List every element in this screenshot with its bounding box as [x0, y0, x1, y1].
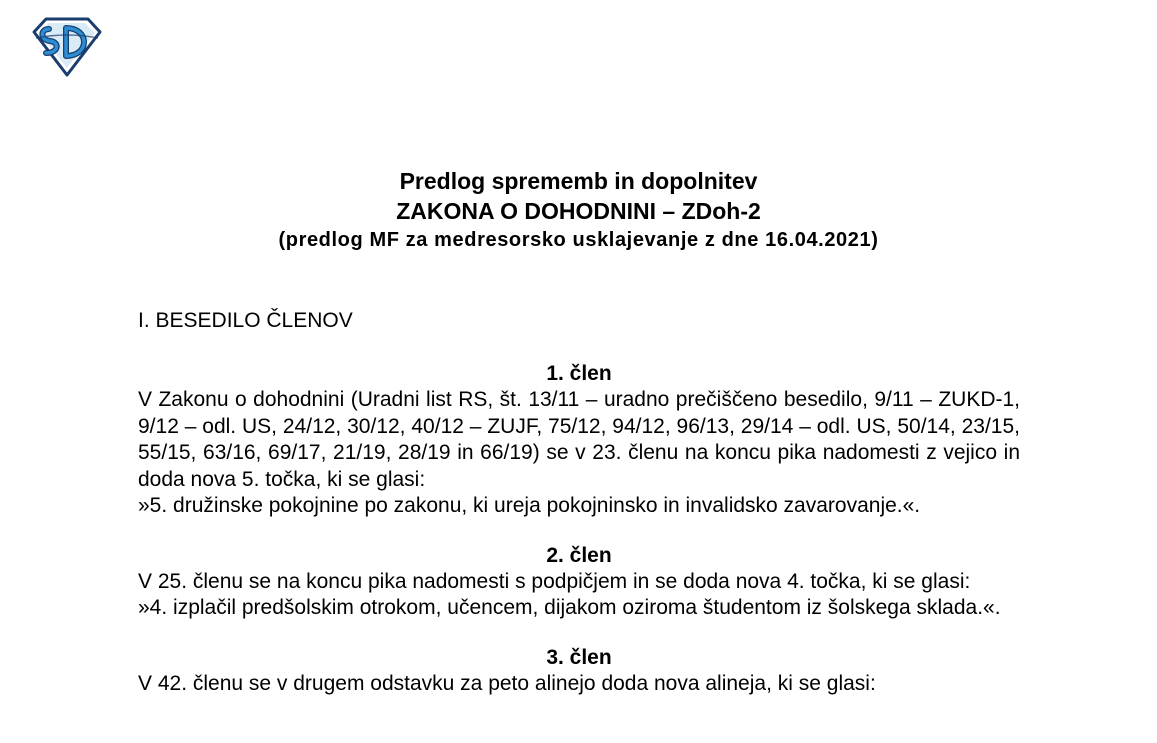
title-line-1: Predlog sprememb in dopolnitev — [399, 168, 758, 194]
section-heading: I. BESEDILO ČLENOV — [138, 309, 353, 332]
article-3 — [138, 645, 1020, 698]
document-body — [138, 307, 1020, 720]
article-quote: »5. družinske pokojnine po zakonu, ki ureja pokojninsko in invalidsko zavarovanje.«. — [138, 494, 921, 517]
article-body: V Zakonu o dohodnini (Uradni list RS, št. 13/11 – uradno prečiščeno besedilo, 9/11 – ZUKD-1, 9/12 – odl. US, 24/12, 30/12, 40/12 – ZUJF, 75/12, 94/12, 96/13, 29/14 – odl. US, 50/14, 23/15, 55/15, 63/16, 69/17, 21/19, 28/19 in 66/19) se v 23. členu na koncu pika nadomesti z vejico in doda nova 5. točka, ki se glasi: — [138, 388, 1020, 491]
title-line-3: (predlog MF za medresorsko usklajevanje z dne 16.04.2021) — [278, 229, 879, 251]
article-quote: »4. izplačil predšolskim otrokom, učencem, dijakom oziroma študentom iz šolskega sklada.«. — [138, 596, 1001, 619]
article-2 — [138, 543, 1020, 622]
article-body: V 25. členu se na koncu pika nadomesti s podpičjem in se doda nova 4. točka, ki se glasi: — [138, 569, 971, 593]
article-heading: 3. člen — [546, 645, 612, 669]
title-line-2: ZAKONA O DOHODNINI – ZDoh-2 — [396, 198, 761, 224]
article-heading: 2. člen — [546, 543, 612, 567]
article-1 — [138, 361, 1020, 520]
article-body-partial: V 42. členu se v drugem odstavku za peto alinejo doda nova alineja, ki se glasi: — [138, 671, 876, 695]
document-title — [0, 166, 1157, 254]
sd-logo — [30, 16, 104, 78]
sd-logo-graphic — [30, 16, 104, 78]
article-heading: 1. člen — [546, 362, 612, 385]
